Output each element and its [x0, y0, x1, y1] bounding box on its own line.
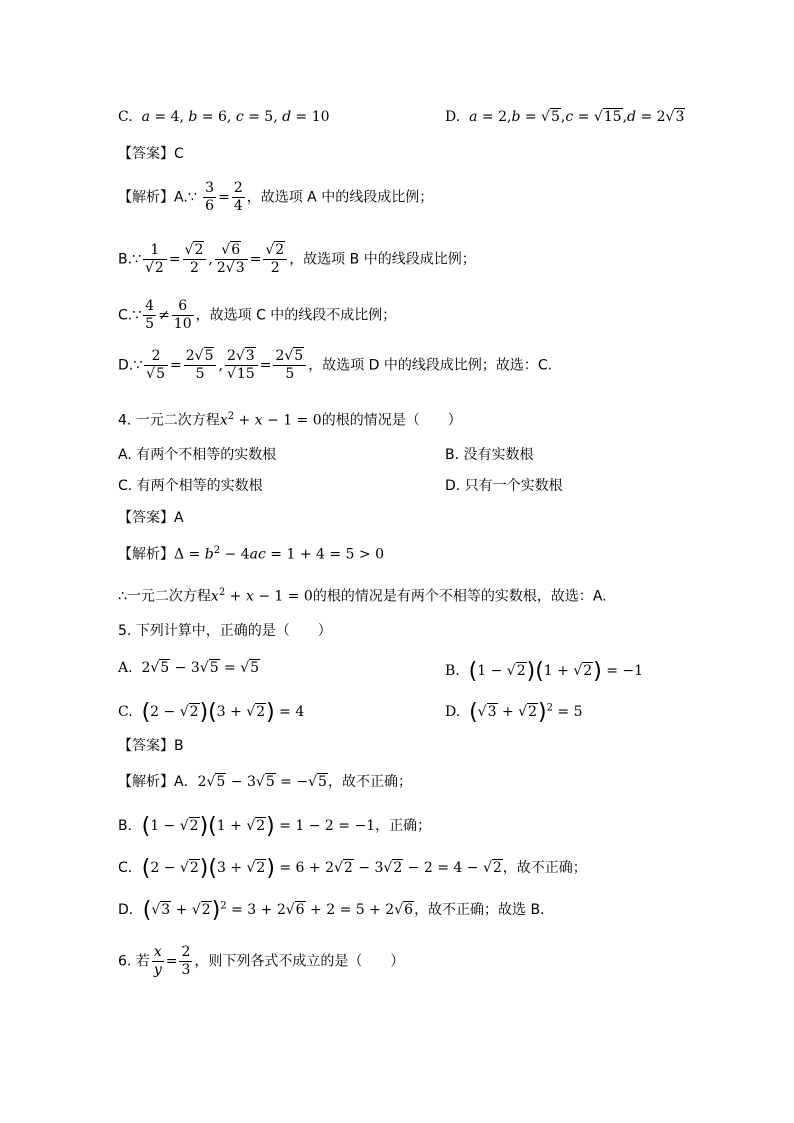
q4-stem-prefix: 4. 一元二次方程: [118, 412, 220, 429]
q3-answer: 【答案】C: [118, 146, 184, 162]
q6-stem-prefix: 6. 若: [118, 953, 150, 970]
q5-sol-a-prefix: 【解析】A．: [118, 774, 198, 790]
q5-option-d: D. (√ 3 + √ 2)$^2$ = 5: [445, 702, 583, 724]
q5-solution-d: D．(√ 3 + √ 2)$^2$ = 3 + 2√ 6 + 2 = 5 + 2√ 6，故不正确；故选 B．: [118, 900, 554, 922]
q5-answer: 【答案】B: [118, 738, 184, 754]
q3-option-c: C. a = 4, b = 6, c = 5, d = 10: [118, 109, 330, 125]
q3-sol-a-prefix: 【解析】A.∵: [118, 189, 197, 206]
q5-sol-d-suffix: ，故不正确；故选 B．: [414, 902, 555, 918]
q6-stem-suffix: ，则下列各式不成立的是（ ）: [194, 953, 405, 970]
q5-option-b: B. (1 − √ 2)(1 + √ 2) = −1: [445, 661, 643, 683]
q5-sol-b-prefix: B．: [118, 818, 142, 834]
q5-option-c: C. (2 − √ 2)(3 + √ 2) = 4: [118, 702, 304, 724]
q5-stem: 5. 下列计算中，正确的是（ ）: [118, 623, 332, 639]
q5-sol-c-prefix: C．: [118, 860, 142, 876]
q5-sol-d-prefix: D．: [118, 902, 143, 918]
q3-option-d: D. a = 2,b = √ 5,c = √ 15,d = 2√ 3: [445, 110, 685, 124]
q5-solution-b: B．(1 − √ 2)(1 + √ 2) = 1 − 2 = −1，正确；: [118, 816, 431, 838]
q4-stem-suffix: 的根的情况是（ ）: [321, 412, 462, 429]
q4-sol2-suffix: 的根的情况是有两个不相等的实数根，故选：A.: [312, 588, 607, 605]
q3-solution-b: B.∵ 1 √ 2 = √ $\frac{2}{2}$ , √ $\frac{6}{2√ 3}$ = √ $\frac{2}{2}$ ，故选项 B 中的线段成比例；: [118, 242, 476, 277]
q3-sol-c-prefix: C.∵: [118, 307, 142, 324]
q4-solution-conclusion: ∴一元二次方程$x^2 + x - 1 = 0$的根的情况是有两个不相等的实数根，故选：A.: [118, 587, 607, 605]
q3-sol-c-suffix: ，故选项 C 中的线段不成比例；: [195, 307, 397, 324]
q6-stem: 6. 若 $\frac{x}{y}$ = $\frac{2}{3}$ ，则下列各式不成立的是（ ）: [118, 944, 405, 978]
q4-option-c: C. 有两个相等的实数根: [118, 478, 263, 494]
q3-sol-d-suffix: ，故选项 D 中的线段成比例；故选：C.: [308, 357, 553, 374]
q3-sol-b-suffix: ，故选项 B 中的线段成比例；: [289, 251, 476, 268]
q3-sol-b-prefix: B.∵: [118, 251, 141, 268]
q5-option-a: A. 2√ 5 − 3√ 5 = √ 5: [118, 661, 260, 675]
q4-sol-prefix: 【解析】: [118, 546, 174, 563]
q5-sol-c-suffix: ，故不正确；: [502, 860, 587, 876]
q4-option-b: B. 没有实数根: [445, 447, 534, 463]
q3-sol-d-prefix: D.∵: [118, 357, 143, 374]
q4-option-d: D. 只有一个实数根: [445, 478, 563, 494]
q4-sol2-prefix: ∴一元二次方程: [118, 588, 211, 605]
q4-stem: 4. 一元二次方程$x^2 + x - 1 = 0$的根的情况是（ ）: [118, 411, 462, 429]
q4-answer: 【答案】A: [118, 510, 184, 526]
q5-sol-b-suffix: ，正确；: [375, 818, 432, 834]
q4-option-a: A. 有两个不相等的实数根: [118, 447, 277, 463]
q5-solution-a: 【解析】A．2√ 5 − 3√ 5 = −√ 5，故不正确；: [118, 775, 412, 789]
q4-solution: 【解析】$\Delta = b^2 - 4ac = 1 + 4 = 5 > 0$: [118, 545, 384, 563]
q3-sol-a-suffix: ，故选项 A 中的线段成比例；: [246, 189, 434, 206]
q5-sol-a-suffix: ，故不正确；: [327, 774, 412, 790]
q5-solution-c: C．(2 − √ 2)(3 + √ 2) = 6 + 2√ 2 − 3√ 2 − 2 = 4 − √ 2，故不正确；: [118, 858, 587, 880]
q3-solution-d: D.∵ 2 √ 5 = $\frac{2√ 5}{5}$ , 2√ 3 √ 15 = $\frac{2√ 5}{5}$ ，故选项 D 中的线段成比例；故选：C.: [118, 348, 552, 383]
q3-solution-c: C.∵ $\frac{4}{5}$ ≠ $\frac{6}{10}$ ，故选项 C 中的线段不成比例；: [118, 298, 397, 332]
q3-solution-a: 【解析】A.∵ $\frac{3}{6}$ = $\frac{2}{4}$ ，故选项 A 中的线段成比例；: [118, 180, 434, 214]
